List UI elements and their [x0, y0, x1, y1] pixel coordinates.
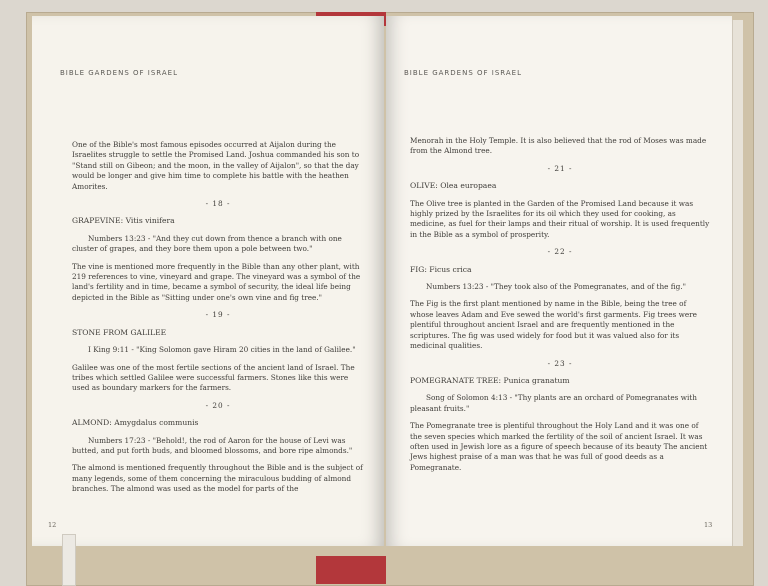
page-stack-edge — [732, 20, 743, 546]
left-page — [32, 16, 384, 546]
entry-quote: Song of Solomon 4:13 - "Thy plants are an orchard of Pomegranates with pleasant fruits." — [410, 393, 697, 413]
entry-text: The almond is mentioned frequently throughout the Bible and is the subject of many legends, some of them concerning the miraculous budding of almond branches. The almond was used as the model for parts of the — [72, 463, 363, 494]
entry-text: The Fig is the first plant mentioned by name in the Bible, being the tree of whose leaves Adam and Eve sewed the world's first garments. Fig trees were plentiful throughout ancient Israel and are frequently mentioned in the scriptures. The fig was used widely for food but it was valued also for its medicinal qualities. — [410, 299, 697, 351]
entry-number: - 22 - — [547, 247, 573, 257]
entry-text: The Olive tree is planted in the Garden of the Promised Land because it was highly prized by the Israelites for its oil which they used for cooking, as medicine, as fuel for their lamps and their ritual of worship. It is used frequently in the Bible as a symbol of prosperity. — [410, 198, 710, 239]
entry-number: - 23 - — [547, 358, 573, 368]
entry-quote: Numbers 13:23 - "And they cut down from thence a branch with one cluster of grapes, and they bore them upon a pole between two." — [72, 233, 342, 254]
entry-heading: STONE FROM GALILEE — [72, 327, 167, 337]
right-page — [386, 16, 732, 546]
entry-number: - 20 - — [205, 400, 231, 410]
left-page-text — [72, 140, 364, 502]
page-number-right: 13 — [704, 521, 713, 529]
entry-heading: ALMOND: Amygdalus communis — [72, 418, 199, 428]
spine-binding-bottom — [316, 556, 386, 584]
entry-quote: Numbers 13:23 - "They took also of the Pomegranates, and of the fig." — [426, 282, 687, 292]
page-number-left: 12 — [48, 521, 57, 529]
entry-number: - 21 - — [547, 163, 573, 173]
entry-text: The Pomegranate tree is plentiful throughout the Holy Land and it was one of the seven species which marked the fertility of the soil of ancient Israel. It was often used in Jewish lore as a figure of speech because of its beauty The ancient Jews highest praise of a man was that he was full of good deeds as a Pomegranate. — [410, 421, 708, 472]
entry-heading: FIG: Ficus crica — [410, 264, 472, 274]
entry-quote: Numbers 17:23 - "Behold!, the rod of Aaron for the house of Levi was butted, and put forth buds, and bloomed blossoms, and bore ripe almonds." — [72, 435, 353, 455]
running-head-right: BIBLE GARDENS OF ISRAEL — [404, 69, 522, 77]
entry-text: Galilee was one of the most fertile sections of the ancient land of Israel. The tribes which settled Galilee were successful farmers. Stones like this were used as boundary markers for the farmers. — [72, 362, 355, 393]
intro-paragraph: One of the Bible's most famous episodes occurred at Aijalon during the Israelites struggle to settle the Promised Land. Joshua commanded his son to "Stand still on Gibeon; and the moon, in the valley of Aijalon", so that the day would be longer and give him time to complete his battle with the heathen Amorites. — [72, 140, 360, 191]
entry-number: - 19 - — [205, 310, 231, 320]
running-head-left: BIBLE GARDENS OF ISRAEL — [60, 69, 178, 77]
entry-heading: GRAPEVINE: Vitis vinifera — [72, 216, 175, 226]
continuation-paragraph: Menorah in the Holy Temple. It is also believed that the rod of Moses was made from the Almond tree. — [410, 136, 707, 156]
entry-quote: I King 9:11 - "King Solomon gave Hiram 20 cities in the land of Galilee." — [88, 345, 356, 355]
bookmark-ribbon — [62, 534, 76, 586]
entry-text: The vine is mentioned more frequently in the Bible than any other plant, with 219 references to vine, vineyard and grape. The vineyard was a symbol of the land's fertility and in time, became a symbol of security, the ideal life being depicted in the Bible as "Sitting under one's own vine and fig tree." — [72, 261, 361, 302]
right-page-text — [410, 136, 710, 480]
entry-number: - 18 - — [205, 199, 231, 209]
entry-heading: OLIVE: Olea europaea — [410, 181, 497, 191]
entry-heading: POMEGRANATE TREE: Punica granatum — [410, 375, 570, 385]
